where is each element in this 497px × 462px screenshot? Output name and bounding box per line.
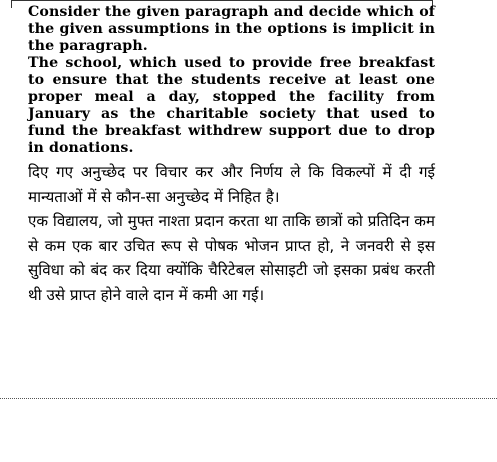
- question-body: [28, 4, 435, 307]
- section-divider: [0, 398, 497, 399]
- hindi-instruction: दिए गए अनुच्छेद पर विचार कर और निर्णय ले कि विकल्पों में दी गई मान्यताओं में से कौन-सा अनुच्छेद में निहित है।: [28, 163, 435, 206]
- header-border-left: [11, 0, 12, 8]
- header-border-top: [12, 0, 432, 1]
- english-paragraph: The school, which used to provide free breakfast to ensure that the students receive at least one proper meal a day, stopped the facility from January as the charitable society that used to fund the breakfast withdrew support due to drop in donations.: [28, 55, 435, 156]
- english-instruction: Consider the given paragraph and decide which of the given assumptions in the options is implicit in the paragraph.: [28, 4, 435, 54]
- hindi-paragraph: एक विद्यालय, जो मुफ्त नाश्ता प्रदान करता था ताकि छात्रों को प्रतिदिन कम से कम एक बार उचित रूप से पोषक भोजन प्राप्त हो, ने जनवरी से इस सुविधा को बंद कर दिया क्योंकि चैरिटेबल सोसाइटी जो इसका प्रबंध करती थी उसे प्राप्त होने वाले दान में कमी आ गई।: [28, 212, 435, 304]
